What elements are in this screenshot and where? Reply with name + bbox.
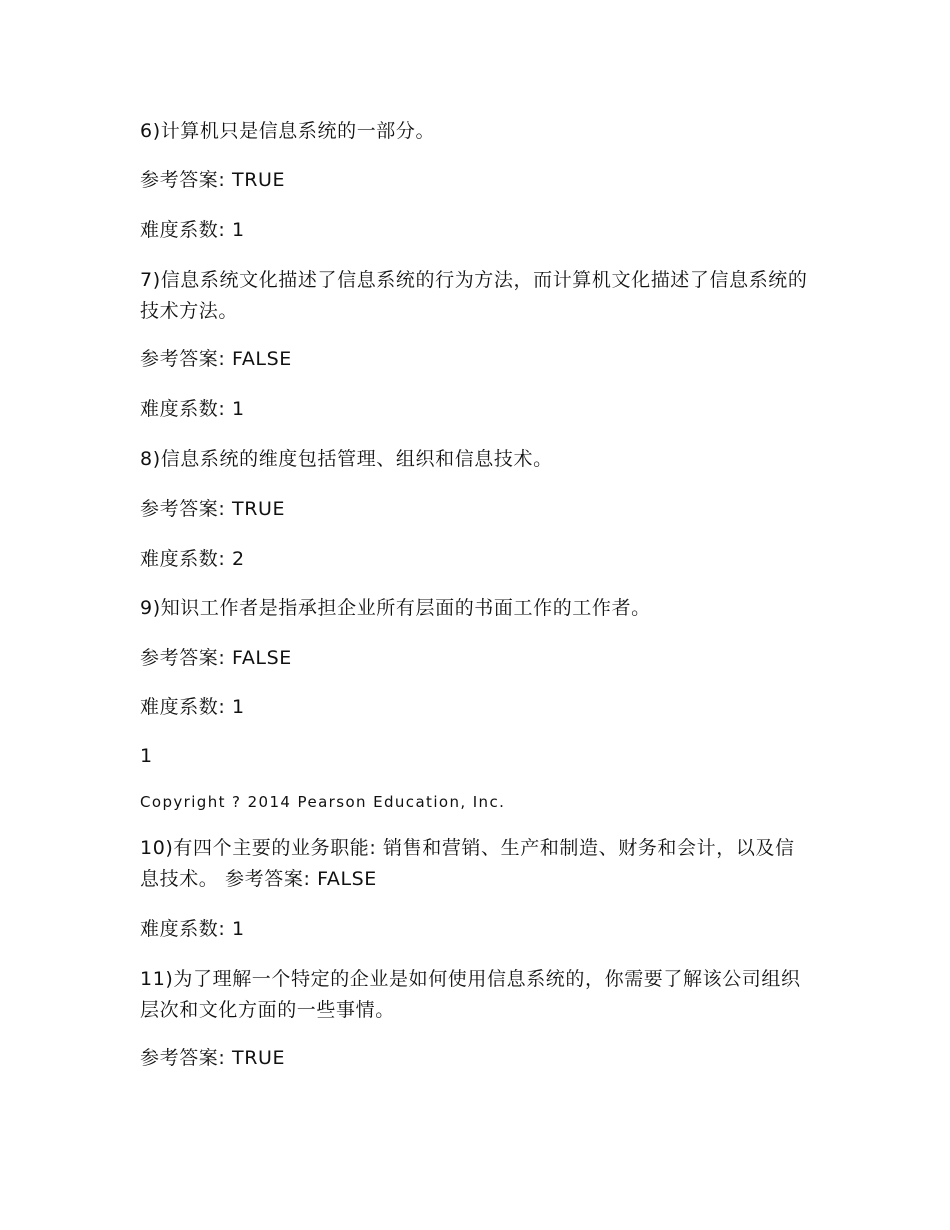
copyright-notice: Copyright ? 2014 Pearson Education, Inc.	[140, 793, 506, 811]
answer-7: 参考答案: FALSE	[140, 348, 292, 370]
question-8: 8)信息系统的维度包括管理、组织和信息技术。	[140, 448, 553, 470]
difficulty-10: 难度系数: 1	[140, 918, 245, 940]
question-6: 6)计算机只是信息系统的一部分。	[140, 120, 436, 142]
answer-6: 参考答案: TRUE	[140, 169, 286, 191]
question-7: 7)信息系统文化描述了信息系统的行为方法，而计算机文化描述了信息系统的技术方法。	[140, 269, 808, 322]
answer-11: 参考答案: TRUE	[140, 1047, 286, 1069]
answer-9: 参考答案: FALSE	[140, 647, 292, 669]
difficulty-6: 难度系数: 1	[140, 219, 245, 241]
difficulty-7: 难度系数: 1	[140, 398, 245, 420]
question-9: 9)知识工作者是指承担企业所有层面的书面工作的工作者。	[140, 597, 651, 619]
difficulty-8: 难度系数: 2	[140, 548, 245, 570]
answer-8: 参考答案: TRUE	[140, 498, 286, 520]
question-10: 10)有四个主要的业务职能: 销售和营销、生产和制造、财务和会计，以及信息技术。 参考答案: FALSE	[140, 837, 795, 890]
page-number: 1	[140, 745, 153, 767]
difficulty-9: 难度系数: 1	[140, 696, 245, 718]
question-11: 11)为了理解一个特定的企业是如何使用信息系统的，你需要了解该公司组织层次和文化方面的一些事情。	[140, 968, 801, 1021]
